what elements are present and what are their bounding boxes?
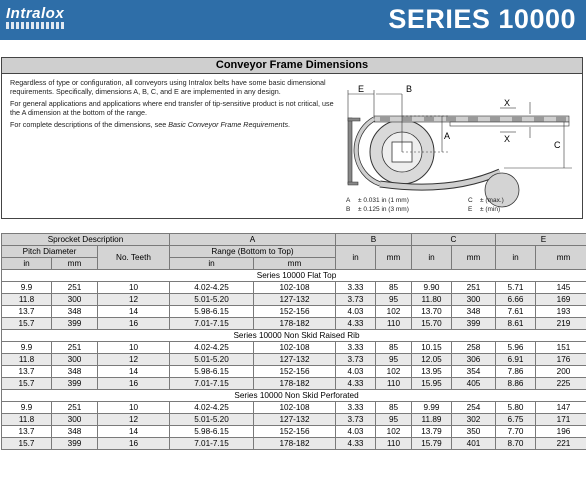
table-cell: 4.02-4.25 <box>170 342 254 354</box>
table-cell: 7.01-7.15 <box>170 438 254 450</box>
table-cell: 7.70 <box>496 426 536 438</box>
legend-key-a: A <box>346 197 351 204</box>
table-cell: 10 <box>98 402 170 414</box>
table-cell: 151 <box>536 342 586 354</box>
header-pitch-diameter: Pitch Diameter <box>2 246 98 258</box>
table-cell: 399 <box>52 378 98 390</box>
header-range-in: in <box>170 258 254 270</box>
table-row <box>2 306 586 318</box>
table-cell: 13.7 <box>2 426 52 438</box>
table-cell: 4.03 <box>336 306 376 318</box>
table-cell: 348 <box>52 306 98 318</box>
dimensions-table <box>1 233 586 450</box>
table-cell: 14 <box>98 426 170 438</box>
table-cell: 4.02-4.25 <box>170 282 254 294</box>
dimension-label-a: A <box>444 131 451 141</box>
table-cell: 8.70 <box>496 438 536 450</box>
table-row <box>2 294 586 306</box>
table-cell: 399 <box>452 318 496 330</box>
table-cell: 95 <box>376 294 412 306</box>
table-cell: 178-182 <box>254 378 336 390</box>
table-cell: 14 <box>98 366 170 378</box>
table-cell: 3.73 <box>336 414 376 426</box>
dimension-label-c: C <box>554 140 561 150</box>
table-cell: 5.98-6.15 <box>170 426 254 438</box>
dimension-label-x-bottom: X <box>504 134 511 144</box>
table-cell: 3.73 <box>336 354 376 366</box>
table-cell: 11.8 <box>2 354 52 366</box>
table-cell: 4.33 <box>336 318 376 330</box>
table-cell: 302 <box>452 414 496 426</box>
table-row <box>2 426 586 438</box>
table-row <box>2 366 586 378</box>
table-cell: 354 <box>452 366 496 378</box>
table-cell: 12 <box>98 414 170 426</box>
table-cell: 127-132 <box>254 414 336 426</box>
table-cell: 9.90 <box>412 282 452 294</box>
table-cell: 16 <box>98 318 170 330</box>
table-row <box>2 438 586 450</box>
header-pitch-mm: mm <box>52 258 98 270</box>
frame-paragraph: Regardless of type or configuration, all conveyors using Intralox belts have some basic dimensional requirements. Specifically, dimensions A, B, C, and E are implemented in any design. <box>10 78 326 96</box>
table-cell: 12.05 <box>412 354 452 366</box>
table-cell: 306 <box>452 354 496 366</box>
table-cell: 7.86 <box>496 366 536 378</box>
table-cell: 193 <box>536 306 586 318</box>
table-cell: 399 <box>52 438 98 450</box>
table-cell: 11.8 <box>2 414 52 426</box>
table-cell: 6.75 <box>496 414 536 426</box>
table-cell: 348 <box>52 426 98 438</box>
table-row <box>2 282 586 294</box>
table-cell: 152-156 <box>254 366 336 378</box>
intralox-logo <box>6 5 118 35</box>
frame-description <box>10 78 340 132</box>
table-cell: 9.9 <box>2 342 52 354</box>
table-cell: 178-182 <box>254 318 336 330</box>
header-e-in: in <box>496 246 536 270</box>
legend-value-b: ± 0.125 in (3 mm) <box>358 206 409 213</box>
table-cell: 7.61 <box>496 306 536 318</box>
table-cell: 9.99 <box>412 402 452 414</box>
conveyor-frame-diagram <box>340 72 580 214</box>
table-cell: 176 <box>536 354 586 366</box>
table-cell: 10.15 <box>412 342 452 354</box>
table-cell: 8.86 <box>496 378 536 390</box>
table-cell: 6.66 <box>496 294 536 306</box>
table-cell: 13.7 <box>2 306 52 318</box>
table-cell: 300 <box>452 294 496 306</box>
table-cell: 8.61 <box>496 318 536 330</box>
table-cell: 110 <box>376 378 412 390</box>
frame-section-title: Conveyor Frame Dimensions <box>2 58 582 74</box>
header-b: B <box>336 234 412 246</box>
section-title: Series 10000 Non Skid Perforated <box>2 390 586 402</box>
legend-key-e: E <box>468 206 473 213</box>
table-cell: 5.80 <box>496 402 536 414</box>
table-cell: 254 <box>452 402 496 414</box>
table-cell: 4.02-4.25 <box>170 402 254 414</box>
table-body <box>2 270 586 450</box>
table-cell: 110 <box>376 438 412 450</box>
table-cell: 152-156 <box>254 426 336 438</box>
table-cell: 102-108 <box>254 342 336 354</box>
table-cell: 4.03 <box>336 426 376 438</box>
table-cell: 3.33 <box>336 282 376 294</box>
table-cell: 95 <box>376 354 412 366</box>
logo-text: Intralox <box>6 5 65 22</box>
header-sprocket-description: Sprocket Description <box>2 234 170 246</box>
table-cell: 13.95 <box>412 366 452 378</box>
section-title: Series 10000 Flat Top <box>2 270 586 282</box>
wearstrip <box>450 122 569 126</box>
table-cell: 15.70 <box>412 318 452 330</box>
table-cell: 12 <box>98 354 170 366</box>
header-c-mm: mm <box>452 246 496 270</box>
table-cell: 3.73 <box>336 294 376 306</box>
header-e-mm: mm <box>536 246 586 270</box>
table-cell: 225 <box>536 378 586 390</box>
table-cell: 348 <box>452 306 496 318</box>
header-c: C <box>412 234 496 246</box>
table-cell: 15.95 <box>412 378 452 390</box>
table-cell: 147 <box>536 402 586 414</box>
table-cell: 251 <box>452 282 496 294</box>
table-row <box>2 378 586 390</box>
table-cell: 4.33 <box>336 378 376 390</box>
frame-bracket <box>348 118 360 121</box>
legend-value-a: ± 0.031 in (1 mm) <box>358 197 409 204</box>
table-cell: 196 <box>536 426 586 438</box>
legend-value-e: ± (min) <box>480 206 501 213</box>
header-b-in: in <box>336 246 376 270</box>
table-cell: 169 <box>536 294 586 306</box>
legend-key-c: C <box>468 197 473 204</box>
section-row <box>2 330 586 342</box>
table-cell: 350 <box>452 426 496 438</box>
frame-paragraph-text: For complete descriptions of the dimensions, see <box>10 120 169 129</box>
dimension-label-e: E <box>358 84 365 94</box>
dimension-label-b: B <box>406 84 413 94</box>
table-cell: 5.01-5.20 <box>170 354 254 366</box>
table-cell: 178-182 <box>254 438 336 450</box>
table-cell: 4.03 <box>336 366 376 378</box>
table-cell: 258 <box>452 342 496 354</box>
table-cell: 5.01-5.20 <box>170 294 254 306</box>
table-cell: 300 <box>52 354 98 366</box>
table-cell: 11.80 <box>412 294 452 306</box>
section-row <box>2 270 586 282</box>
table-cell: 15.7 <box>2 378 52 390</box>
table-cell: 102-108 <box>254 282 336 294</box>
table-cell: 348 <box>52 366 98 378</box>
table-cell: 11.8 <box>2 294 52 306</box>
table-cell: 85 <box>376 402 412 414</box>
belt-top-run <box>374 116 569 122</box>
table-cell: 171 <box>536 414 586 426</box>
table-row <box>2 354 586 366</box>
table-cell: 7.01-7.15 <box>170 378 254 390</box>
table-cell: 10 <box>98 342 170 354</box>
table-cell: 300 <box>52 414 98 426</box>
table-cell: 5.01-5.20 <box>170 414 254 426</box>
table-cell: 15.7 <box>2 318 52 330</box>
table-cell: 4.33 <box>336 438 376 450</box>
table-cell: 6.91 <box>496 354 536 366</box>
table-cell: 5.98-6.15 <box>170 306 254 318</box>
table-cell: 102 <box>376 426 412 438</box>
header-range: Range (Bottom to Top) <box>170 246 336 258</box>
table-cell: 13.7 <box>2 366 52 378</box>
table-cell: 10 <box>98 282 170 294</box>
section-row <box>2 390 586 402</box>
table-cell: 5.71 <box>496 282 536 294</box>
header-b-mm: mm <box>376 246 412 270</box>
table-cell: 12 <box>98 294 170 306</box>
header-c-in: in <box>412 246 452 270</box>
table-cell: 102-108 <box>254 402 336 414</box>
table-cell: 95 <box>376 414 412 426</box>
table-cell: 13.70 <box>412 306 452 318</box>
header-no-teeth: No. Teeth <box>98 246 170 270</box>
table-row <box>2 318 586 330</box>
table-cell: 3.33 <box>336 402 376 414</box>
table-cell: 11.89 <box>412 414 452 426</box>
table-cell: 219 <box>536 318 586 330</box>
header-e: E <box>496 234 586 246</box>
table-cell: 251 <box>52 342 98 354</box>
table-cell: 85 <box>376 342 412 354</box>
table-cell: 110 <box>376 318 412 330</box>
table-cell: 127-132 <box>254 354 336 366</box>
table-cell: 405 <box>452 378 496 390</box>
table-cell: 221 <box>536 438 586 450</box>
dimension-label-x-top: X <box>504 98 511 108</box>
table-cell: 5.98-6.15 <box>170 366 254 378</box>
table-cell: 152-156 <box>254 306 336 318</box>
table-cell: 127-132 <box>254 294 336 306</box>
section-title: Series 10000 Non Skid Raised Rib <box>2 330 586 342</box>
table-cell: 300 <box>52 294 98 306</box>
table-cell: 14 <box>98 306 170 318</box>
table-cell: 15.7 <box>2 438 52 450</box>
table-cell: 102 <box>376 306 412 318</box>
table-cell: 102 <box>376 366 412 378</box>
table-cell: 16 <box>98 378 170 390</box>
legend-key-b: B <box>346 206 351 213</box>
logo-pattern-icon <box>6 22 64 29</box>
table-row <box>2 402 586 414</box>
frame-paragraph: For general applications and applications where end transfer of tip-sensitive product is not critical, use the A dimension at the bottom of the range. <box>10 99 334 117</box>
frame-bracket <box>348 118 352 184</box>
legend-value-c: ± (max.) <box>480 197 504 204</box>
frame-paragraph <box>10 120 340 129</box>
frame-reference-link: Basic Conveyor Frame Requirements <box>168 120 289 129</box>
frame-bracket <box>348 182 358 185</box>
table-cell: 145 <box>536 282 586 294</box>
table-cell: 5.96 <box>496 342 536 354</box>
table-cell: 3.33 <box>336 342 376 354</box>
frame-paragraph-end: . <box>288 120 291 129</box>
table-cell: 401 <box>452 438 496 450</box>
series-title: SERIES 10000 <box>388 4 576 34</box>
table-row <box>2 342 586 354</box>
table-cell: 9.9 <box>2 402 52 414</box>
table-cell: 251 <box>52 402 98 414</box>
table-cell: 16 <box>98 438 170 450</box>
table-cell: 9.9 <box>2 282 52 294</box>
header-range-mm: mm <box>254 258 336 270</box>
table-cell: 7.01-7.15 <box>170 318 254 330</box>
table-cell: 85 <box>376 282 412 294</box>
tolerance-legend <box>340 197 580 217</box>
table-cell: 251 <box>52 282 98 294</box>
table-cell: 200 <box>536 366 586 378</box>
table-row <box>2 414 586 426</box>
table-cell: 399 <box>52 318 98 330</box>
table-cell: 13.79 <box>412 426 452 438</box>
header-pitch-in: in <box>2 258 52 270</box>
table-cell: 15.79 <box>412 438 452 450</box>
header-banner <box>0 0 586 40</box>
header-a: A <box>170 234 336 246</box>
conveyor-frame-section <box>1 57 583 219</box>
